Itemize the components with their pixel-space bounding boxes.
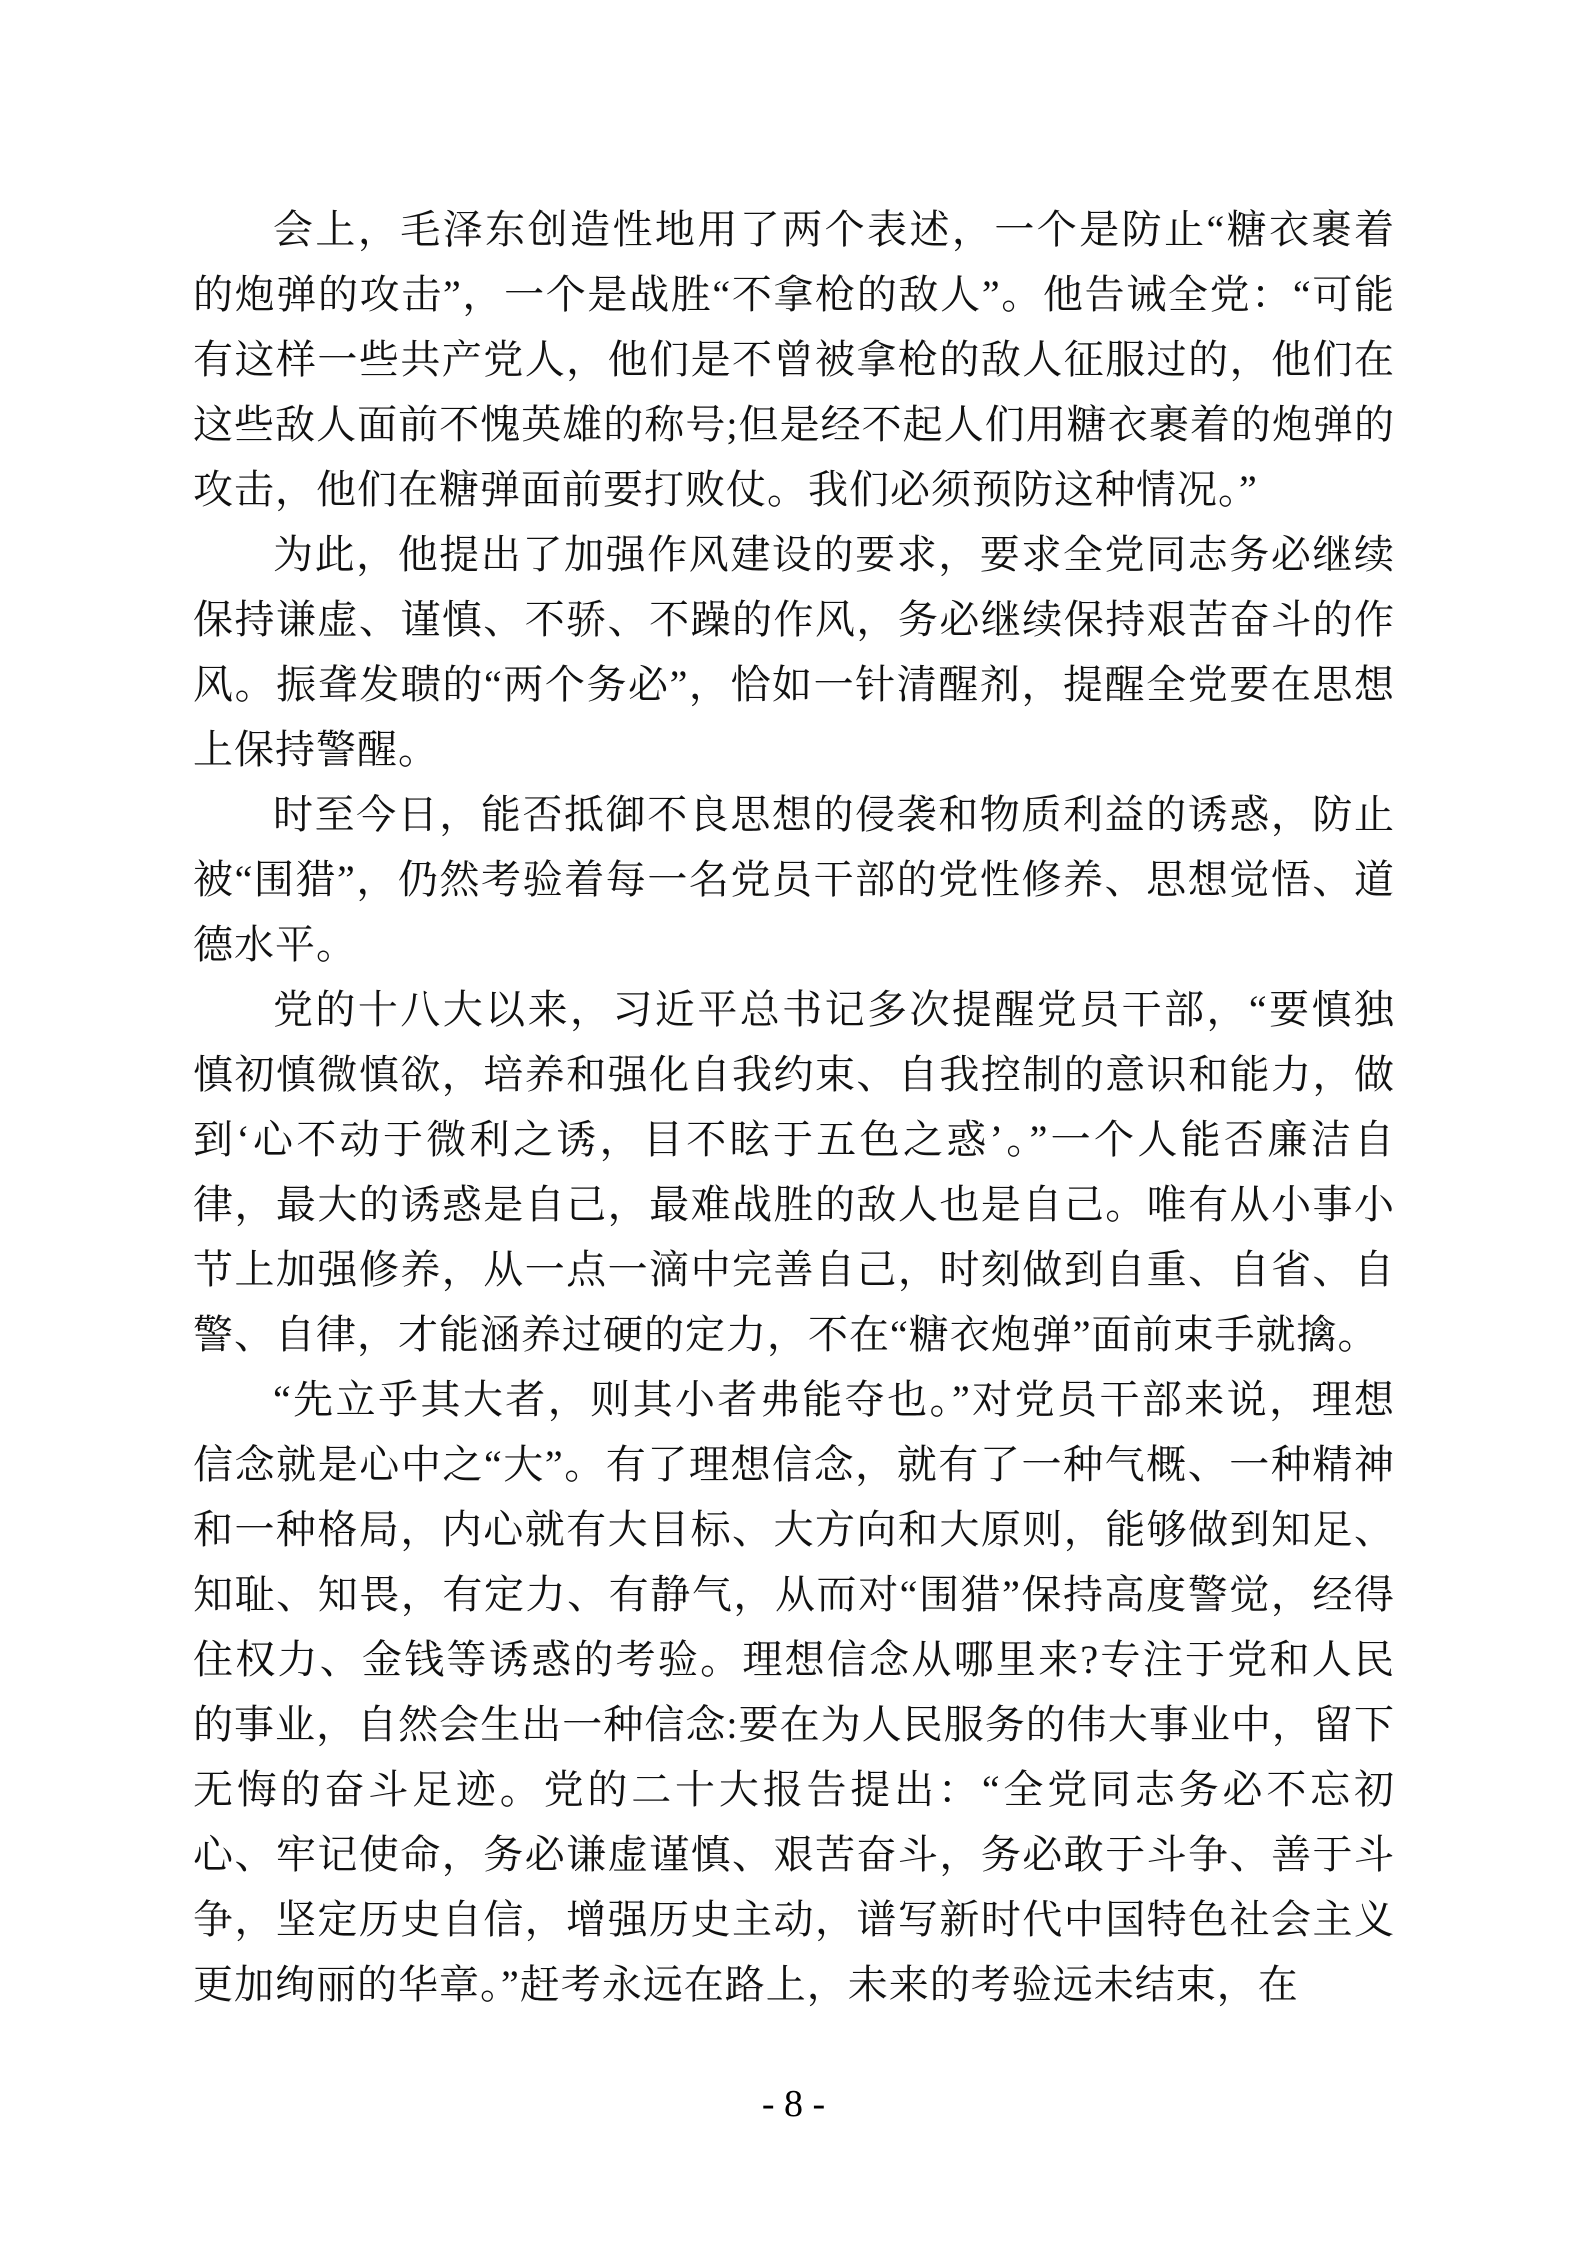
document-body xyxy=(193,197,1395,2017)
paragraph-4: 党的十八大以来，习近平总书记多次提醒党员干部，“要慎独慎初慎微慎欲，培养和强化自我约束、自我控制的意识和能力，做到‘心不动于微利之诱，目不眩于五色之惑’。”一个人能否廉洁自律，最大的诱惑是自己，最难战胜的敌人也是自己。唯有从小事小节上加强修养，从一点一滴中完善自己，时刻做到自重、自省、自警、自律，才能涵养过硬的定力，不在“糖衣炮弹”面前束手就擒。 xyxy=(193,987,1395,1357)
page-number: - 8 - xyxy=(761,2083,826,2125)
paragraph-3: 时至今日，能否抵御不良思想的侵袭和物质利益的诱惑，防止被“围猎”，仍然考验着每一名党员干部的党性修养、思想觉悟、道德水平。 xyxy=(193,792,1395,967)
page-footer xyxy=(0,2080,1587,2128)
paragraph-5: “先立乎其大者，则其小者弗能夺也。”对党员干部来说，理想信念就是心中之“大”。有了理想信念，就有了一种气概、一种精神和一种格局，内心就有大目标、大方向和大原则，能够做到知足、知耻、知畏，有定力、有静气，从而对“围猎”保持高度警觉，经得住权力、金钱等诱惑的考验。理想信念从哪里来?专注于党和人民的事业，自然会生出一种信念:要在为人民服务的伟大事业中，留下无悔的奋斗足迹。党的二十大报告提出：“全党同志务必不忘初心、牢记使命，务必谦虚谨慎、艰苦奋斗，务必敢于斗争、善于斗争，坚定历史自信，增强历史主动，谱写新时代中国特色社会主义更加绚丽的华章。”赶考永远在路上，未来的考验远未结束，在 xyxy=(193,1377,1395,2007)
paragraph-2: 为此，他提出了加强作风建设的要求，要求全党同志务必继续保持谦虚、谨慎、不骄、不躁的作风，务必继续保持艰苦奋斗的作风。振聋发聩的“两个务必”，恰如一针清醒剂，提醒全党要在思想上保持警醒。 xyxy=(193,532,1395,772)
paragraph-1: 会上，毛泽东创造性地用了两个表述，一个是防止“糖衣裹着的炮弹的攻击”，一个是战胜“不拿枪的敌人”。他告诫全党：“可能有这样一些共产党人，他们是不曾被拿枪的敌人征服过的，他们在这些敌人面前不愧英雄的称号;但是经不起人们用糖衣裹着的炮弹的攻击，他们在糖弹面前要打败仗。我们必须预防这种情况。” xyxy=(193,207,1395,512)
